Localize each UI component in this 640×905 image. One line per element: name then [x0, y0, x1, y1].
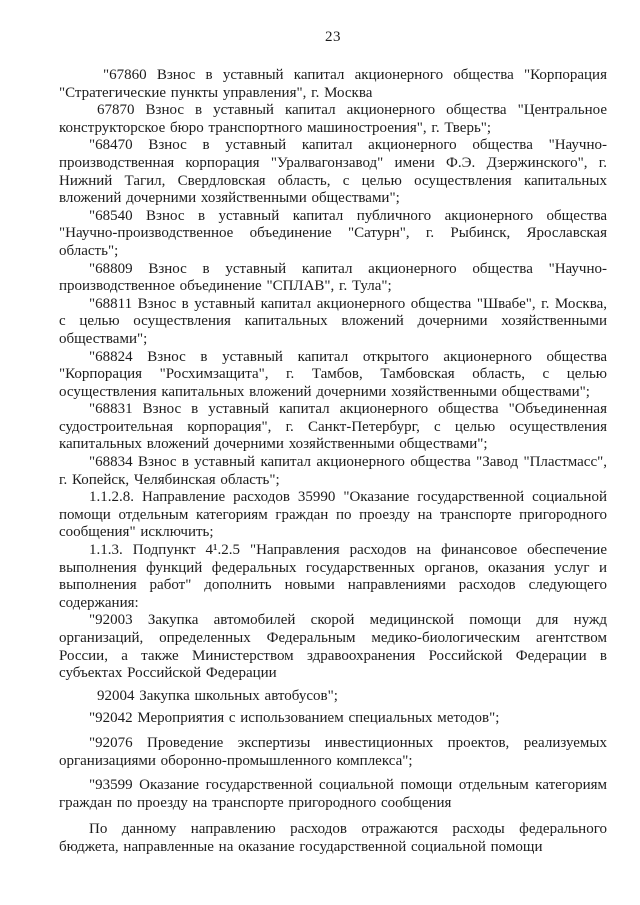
paragraph-closing-note: По данному направлению расходов отражаются расходы федерального бюджета, направленные на оказание государственной социальной помощи — [59, 821, 607, 855]
paragraph-92003: "92003 Закупка автомобилей скорой медицинской помощи для нужд организаций, определенных Федеральным медико-биологическим агентством России, а также Министерством здравоохранения Российской Федерации в субъектах Российской Федерации — [59, 612, 607, 682]
paragraph-68540: "68540 Взнос в уставный капитал публичного акционерного общества "Научно-производственное объединение "Сатурн", г. Рыбинск, Ярославская область"; — [59, 207, 607, 259]
paragraph-68824: "68824 Взнос в уставный капитал открытого акционерного общества "Корпорация "Росхимзащита", г. Тамбов, Тамбовская область, с целью осуществления капитальных вложений дочерними хозяйственными обществами"; — [59, 348, 607, 400]
paragraph-68811: "68811 Взнос в уставный капитал акционерного общества "Швабе", г. Москва, с целью осуществления капитальных вложений дочерними хозяйственными обществами"; — [59, 295, 607, 347]
paragraph-93599: "93599 Оказание государственной социальной помощи отдельным категориям граждан по проезду на транспорте пригородного сообщения — [59, 777, 607, 811]
paragraph-68470: "68470 Взнос в уставный капитал акционерного общества "Научно-производственная корпорация "Уралвагонзавод" имени Ф.Э. Дзержинского", г. Нижний Тагил, Свердловская область, с целью осуществления капитальных вложений дочерними хозяйственными обществами"; — [59, 137, 607, 207]
paragraph-68834: "68834 Взнос в уставный капитал акционерного общества "Завод "Пластмасс", г. Копейск, Челябинская область"; — [59, 454, 607, 488]
paragraph-68831: "68831 Взнос в уставный капитал акционерного общества "Объединенная судостроительная корпорация", г. Санкт-Петербург, с целью осуществления капитальных вложений дочерними хозяйственными обществами"; — [59, 401, 607, 453]
paragraph-92042: "92042 Мероприятия с использованием специальных методов"; — [89, 710, 500, 727]
paragraph-1-1-2-8: 1.1.2.8. Направление расходов 35990 "Оказание государственной социальной помощи отдельным категориям граждан по проезду на транспорте пригородного сообщения" исключить; — [59, 489, 607, 541]
paragraph-92076: "92076 Проведение экспертизы инвестиционных проектов, реализуемых организациями оборонно-промышленного комплекса"; — [59, 734, 607, 769]
page-number: 23 — [325, 29, 341, 45]
paragraph-67860: "67860 Взнос в уставный капитал акционерного общества "Корпорация "Стратегические пункты управления", г. Москва — [59, 67, 607, 101]
paragraph-1-1-3: 1.1.3. Подпункт 4¹.2.5 "Направления расходов на финансовое обеспечение выполнения функций федеральных государственных органов, оказания услуг и выполнения работ" дополнить новыми направлениями расходов следующего содержания: — [59, 542, 607, 611]
paragraph-67870: 67870 Взнос в уставный капитал акционерного общества "Центральное конструкторское бюро транспортного машиностроения", г. Тверь"; — [59, 102, 607, 136]
document-body — [59, 67, 607, 857]
paragraph-92004: 92004 Закупка школьных автобусов"; — [97, 687, 338, 704]
paragraph-68809: "68809 Взнос в уставный капитал акционерного общества "Научно-производственное объединение "СПЛАВ", г. Тула"; — [59, 260, 607, 295]
